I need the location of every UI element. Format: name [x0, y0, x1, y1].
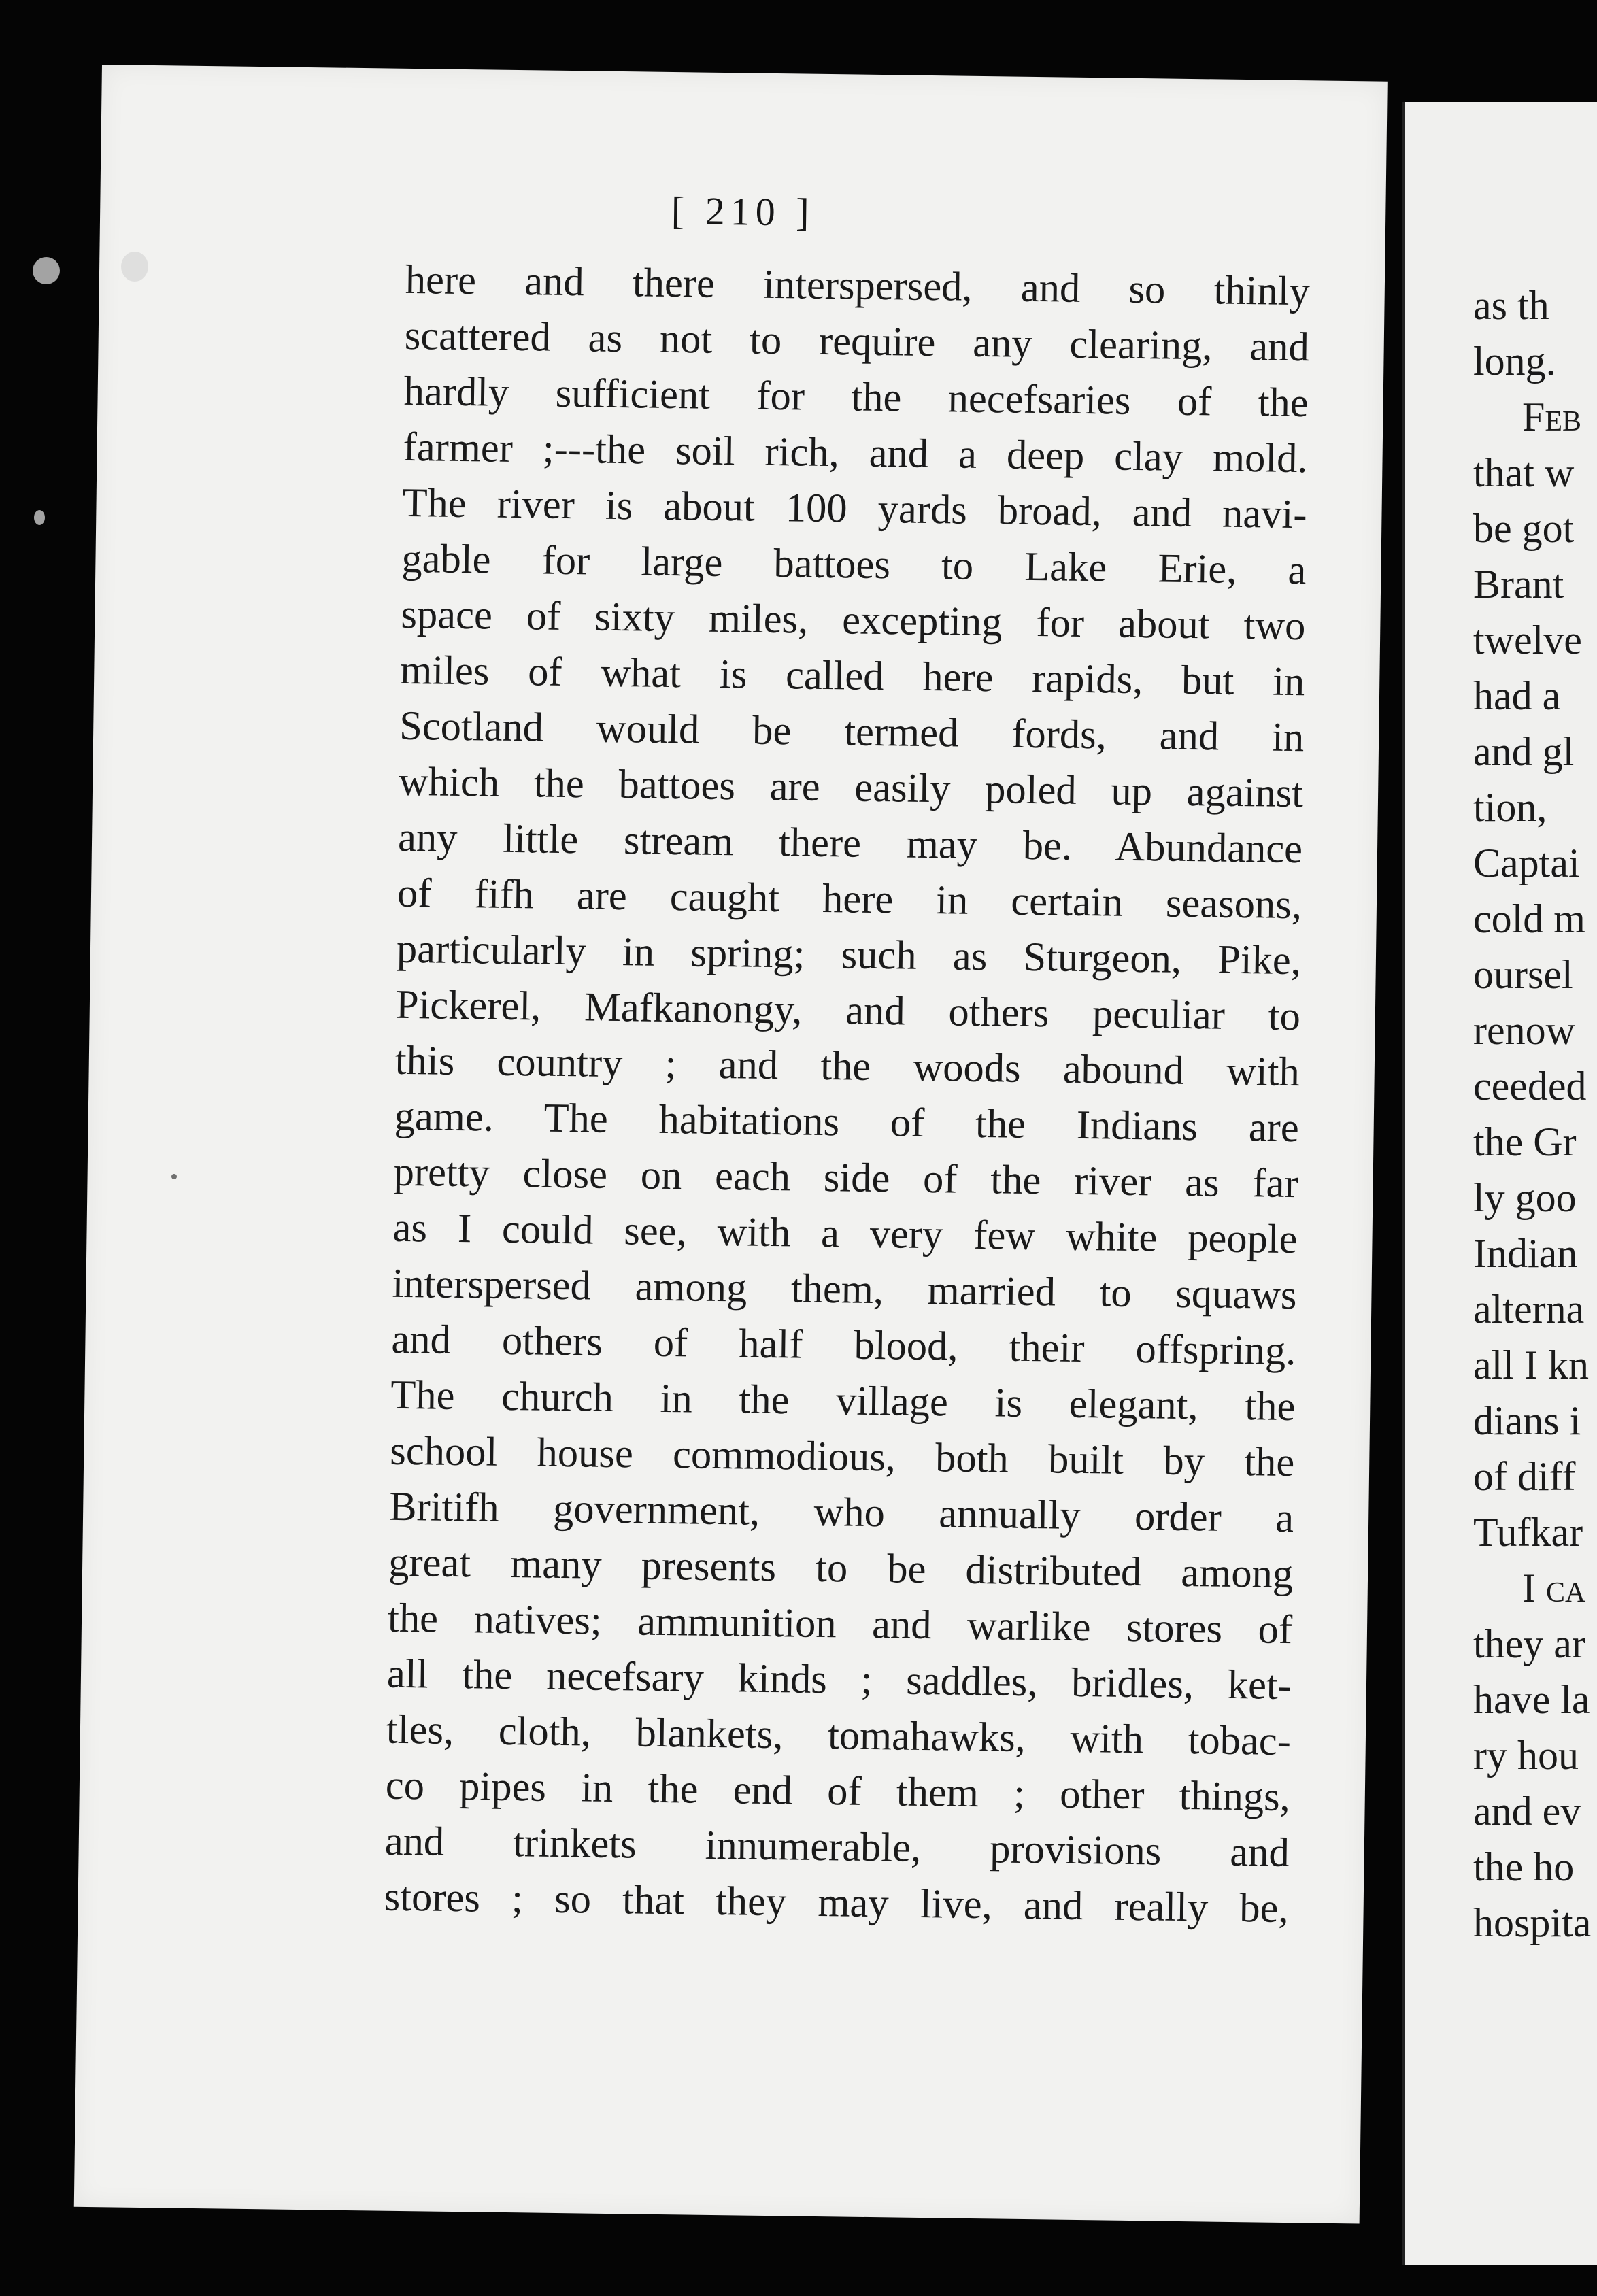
text-line: space of sixty miles, excepting for about two — [401, 591, 1306, 649]
text-line: interspersed among them, married to squaws — [392, 1260, 1297, 1319]
text-line: stores ; so that they may live, and really be, — [384, 1874, 1290, 1932]
page-number: [ 210 ] — [671, 188, 815, 235]
text-line: I ca — [1522, 1566, 1586, 1610]
text-line: the ho — [1473, 1844, 1575, 1889]
text-line: scattered as not to require any clearing, and — [404, 312, 1310, 371]
text-line: oursel — [1473, 952, 1573, 997]
text-line: ceeded — [1473, 1064, 1587, 1109]
text-line: any little stream there may be. Abundance — [397, 814, 1303, 873]
text-line: gable for large battoes to Lake Erie, a — [401, 535, 1307, 594]
text-line: have la — [1473, 1677, 1590, 1722]
text-line: of diff — [1473, 1454, 1576, 1499]
text-line: Britifh government, who annually order a — [388, 1483, 1294, 1542]
text-line: dians i — [1473, 1398, 1581, 1443]
text-line: the natives; ammunition and warlike stores of — [387, 1595, 1293, 1653]
scan-speck — [171, 1174, 177, 1179]
text-line: and ev — [1473, 1789, 1581, 1834]
text-line: all I kn — [1473, 1343, 1589, 1387]
left-page — [74, 65, 1388, 2223]
text-line: and gl — [1473, 729, 1575, 774]
text-line: pretty close on each side of the river as far — [393, 1149, 1299, 1207]
text-line: Captai — [1473, 841, 1580, 885]
text-line: which the battoes are easily poled up against — [398, 758, 1304, 817]
text-line: as th — [1473, 283, 1549, 328]
text-line: had a — [1473, 673, 1561, 718]
left-page-text — [384, 252, 1310, 1937]
right-page-text — [1473, 277, 1597, 1951]
text-line: all the necefsary kinds ; saddles, bridles, ket- — [386, 1651, 1292, 1709]
text-line: of fifh are caught here in certain seasons, — [397, 870, 1302, 928]
text-line: cold m — [1473, 896, 1585, 941]
text-line: be got — [1473, 506, 1575, 551]
text-line: hardly sufficient for the necefsaries of the — [403, 368, 1309, 426]
text-line: miles of what is called here rapids, but in — [399, 647, 1305, 705]
scan-speck — [33, 257, 60, 284]
text-line: ry hou — [1473, 1733, 1579, 1778]
text-line: The church in the village is elegant, the — [390, 1372, 1296, 1430]
text-line: the Gr — [1473, 1119, 1577, 1164]
text-line: co pipes in the end of them ; other things, — [385, 1762, 1291, 1821]
text-line: and others of half blood, their offspring. — [391, 1316, 1296, 1374]
scan-speck — [121, 252, 148, 282]
text-line: Tufkar — [1473, 1510, 1583, 1555]
text-line: The river is about 100 yards broad, and navi- — [402, 479, 1307, 538]
text-line: renow — [1473, 1008, 1575, 1053]
text-line: and trinkets innumerable, provisions and — [384, 1818, 1290, 1876]
text-line: game. The habitations of the Indians are — [394, 1093, 1300, 1151]
text-line: school house commodious, both built by the — [389, 1428, 1295, 1486]
text-line: Scotland would be termed fords, and in — [399, 703, 1305, 761]
text-line: long. — [1473, 339, 1556, 384]
text-line: Feb — [1522, 394, 1582, 439]
text-line: they ar — [1473, 1621, 1585, 1666]
text-line: hospita — [1473, 1900, 1592, 1945]
text-line: this country ; and the woods abound with — [394, 1037, 1300, 1096]
text-line: twelve — [1473, 618, 1582, 662]
text-line: that w — [1473, 450, 1575, 495]
text-line: particularly in spring; such as Sturgeon, Pike, — [396, 926, 1302, 984]
scan-speck — [34, 510, 45, 525]
text-line: tion, — [1473, 785, 1547, 830]
right-page — [1402, 102, 1597, 2265]
text-line: alterna — [1473, 1287, 1585, 1332]
text-line: Brant — [1473, 562, 1564, 607]
text-line: tles, cloth, blankets, tomahawks, with tobac- — [386, 1706, 1292, 1765]
text-line: here and there interspersed, and so thinly — [405, 256, 1311, 315]
text-line: farmer ;---the soil rich, and a deep clay mold. — [403, 424, 1309, 482]
text-line: Indian — [1473, 1231, 1578, 1276]
text-line: Pickerel, Mafkanongy, and others peculiar to — [395, 981, 1301, 1040]
text-line: ly goo — [1473, 1175, 1577, 1220]
text-line: great many presents to be distributed among — [388, 1539, 1294, 1598]
text-line: as I could see, with a very few white people — [392, 1204, 1298, 1263]
